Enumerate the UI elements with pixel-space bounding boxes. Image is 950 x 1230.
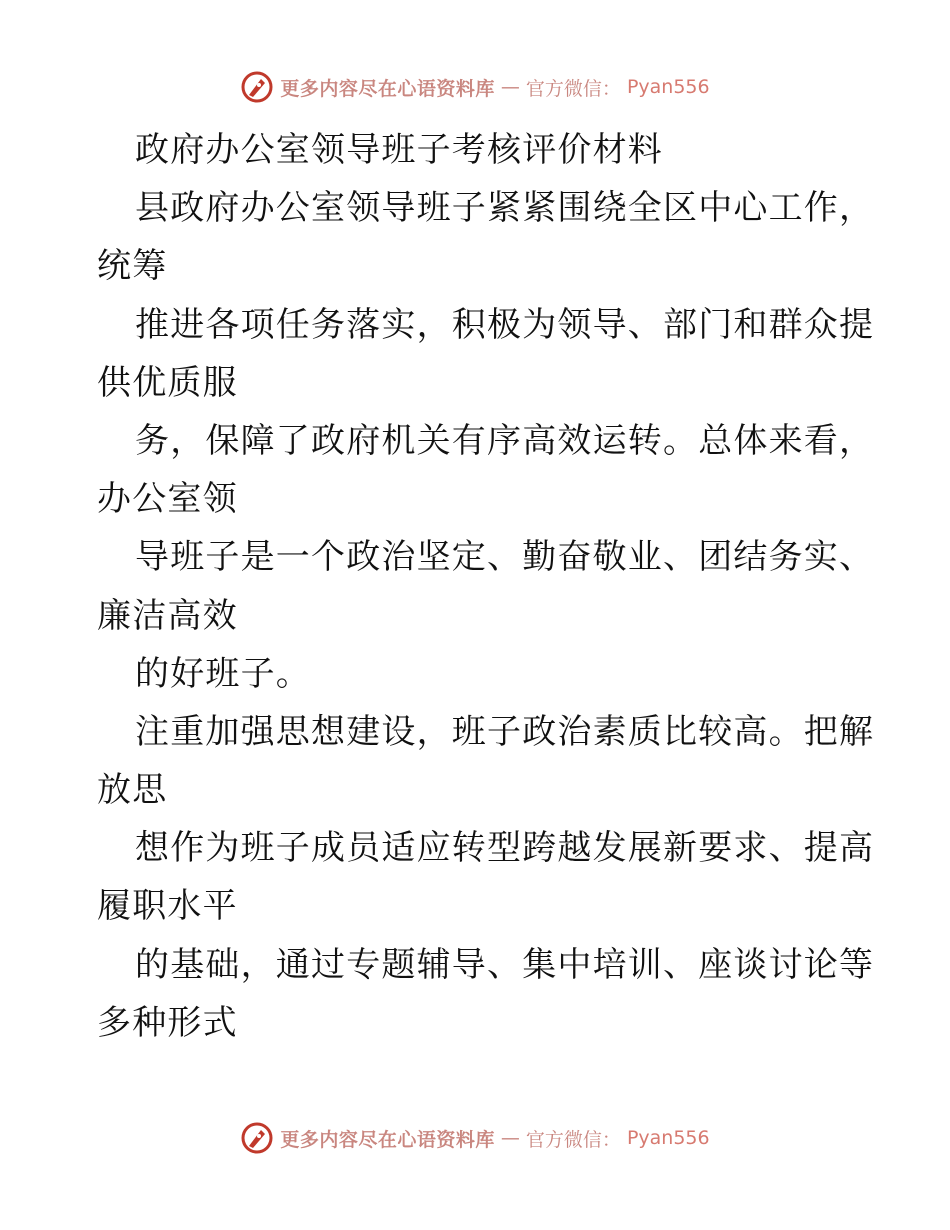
footer-contact-label: 官方微信： bbox=[525, 1128, 621, 1151]
pen-nib-logo-icon bbox=[240, 1121, 274, 1155]
document-title: 政府办公室领导班子考核评价材料 bbox=[135, 130, 663, 170]
body-line: 县政府办公室领导班子紧紧围绕全区中心工作， bbox=[135, 188, 875, 229]
body-line: 统筹 bbox=[97, 246, 168, 287]
footer-brand-text: 更多内容尽在心语资料库 bbox=[280, 1128, 495, 1151]
header-brand-text: 更多内容尽在心语资料库 bbox=[280, 77, 495, 100]
body-line: 务，保障了政府机关有序高效运转。总体来看， bbox=[135, 420, 875, 461]
body-line: 放思 bbox=[97, 770, 168, 811]
body-line: 办公室领 bbox=[97, 479, 238, 520]
body-line: 推进各项任务落实，积极为领导、部门和群众提 bbox=[135, 304, 875, 345]
body-line: 导班子是一个政治坚定、勤奋敬业、团结务实、 bbox=[135, 537, 875, 578]
document-body bbox=[97, 121, 875, 1052]
body-line: 注重加强思想建设，班子政治素质比较高。把解 bbox=[135, 711, 875, 752]
body-line: 的好班子。 bbox=[135, 653, 311, 694]
body-line: 履职水平 bbox=[97, 886, 238, 927]
body-line: 廉洁高效 bbox=[97, 595, 238, 636]
header-contact-id: Pyan556 bbox=[626, 76, 710, 98]
body-line: 的基础，通过专题辅导、集中培训、座谈讨论等 bbox=[135, 944, 875, 985]
header-watermark-banner bbox=[0, 70, 950, 104]
body-line: 想作为班子成员适应转型跨越发展新要求、提高 bbox=[135, 828, 875, 869]
body-line: 供优质服 bbox=[97, 362, 238, 403]
pen-nib-logo-icon bbox=[240, 70, 274, 104]
footer-contact-id: Pyan556 bbox=[626, 1127, 710, 1149]
header-contact-label: 官方微信： bbox=[525, 77, 621, 100]
footer-separator: — bbox=[500, 1127, 520, 1149]
footer-watermark-banner bbox=[0, 1121, 950, 1155]
body-line: 多种形式 bbox=[97, 1002, 238, 1043]
header-separator: — bbox=[500, 76, 520, 98]
